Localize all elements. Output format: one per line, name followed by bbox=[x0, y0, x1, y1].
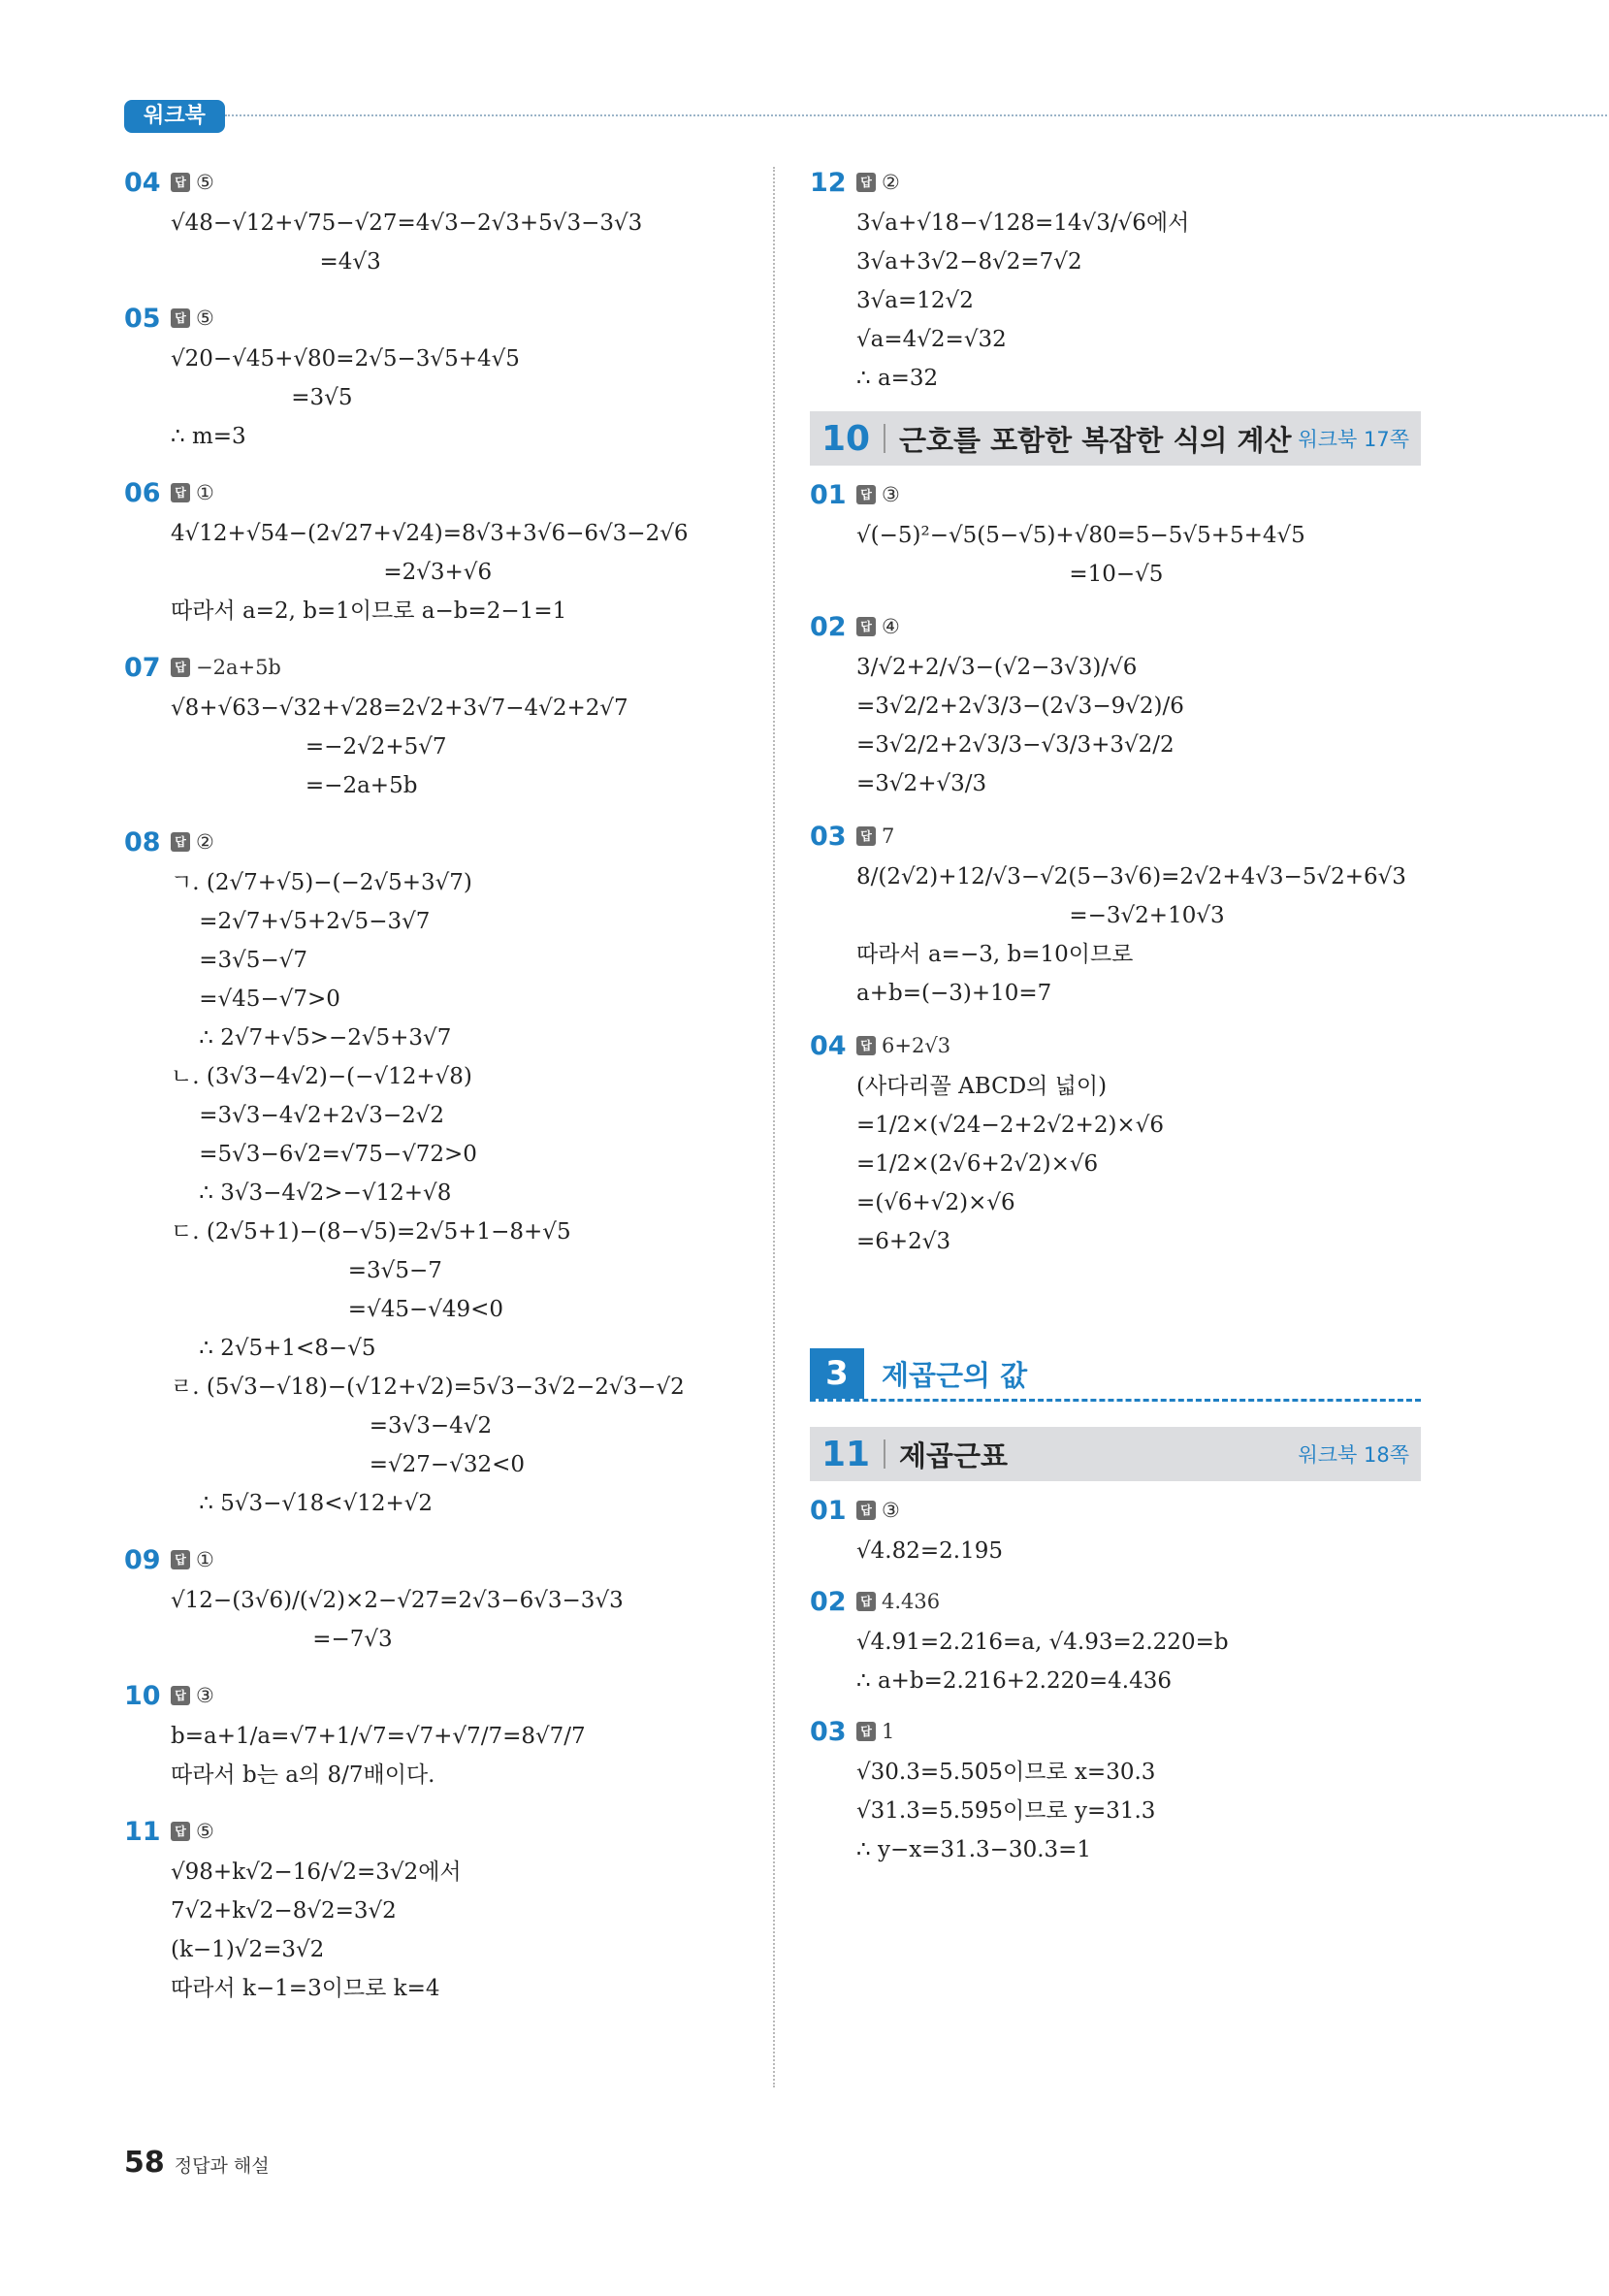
problem-number: 01 bbox=[810, 1495, 847, 1526]
problem-header bbox=[124, 473, 745, 512]
solution-line: 따라서 a=−3, b=10이므로 bbox=[856, 942, 1134, 967]
problem bbox=[124, 1812, 745, 2008]
problem bbox=[124, 163, 745, 281]
column-divider bbox=[773, 167, 775, 2087]
problem-header bbox=[810, 475, 1431, 514]
footer-label: 정답과 해설 bbox=[174, 2155, 270, 2177]
problem bbox=[124, 648, 745, 805]
problem bbox=[810, 475, 1431, 594]
solution-line: =3√5 bbox=[171, 385, 353, 410]
answer-value: ③ bbox=[196, 1684, 214, 1707]
left-column bbox=[124, 163, 745, 2025]
chapter-3-header bbox=[810, 1348, 1421, 1402]
answer-badge-icon: 답 bbox=[171, 658, 190, 677]
answer-badge-icon: 답 bbox=[171, 483, 190, 502]
problem bbox=[810, 1712, 1431, 1869]
solution-line: =3√2+√3/3 bbox=[856, 771, 987, 796]
header-dotted-rule bbox=[225, 114, 1607, 116]
problem-header bbox=[810, 817, 1431, 856]
solution-line: =−2√2+5√7 bbox=[171, 734, 447, 760]
problem-number: 03 bbox=[810, 1716, 847, 1747]
solution-line: √a=4√2=√32 bbox=[856, 327, 1007, 352]
solution-line: √98+k√2−16/√2=3√2에서 bbox=[171, 1859, 462, 1885]
solution-line: 따라서 b는 a의 8/7배이다. bbox=[171, 1762, 435, 1788]
solution-line: 3√a+√18−√128=14√3/√6에서 bbox=[856, 210, 1190, 236]
solution-line: ㄴ. (3√3−4√2)−(−√12+√8) bbox=[171, 1064, 472, 1089]
solution-line: ㄱ. (2√7+√5)−(−2√5+3√7) bbox=[171, 870, 472, 895]
section-separator bbox=[884, 1439, 885, 1469]
problem-number: 02 bbox=[810, 1586, 847, 1617]
problem bbox=[810, 1582, 1431, 1700]
solution-line: =−3√2+10√3 bbox=[856, 903, 1225, 928]
solution-line: =2√7+√5+2√5−3√7 bbox=[171, 909, 431, 934]
answer-badge-icon: 답 bbox=[171, 173, 190, 192]
problem-header bbox=[124, 1540, 745, 1579]
problem bbox=[810, 1491, 1431, 1570]
solution-line: ∴ 3√3−4√2>−√12+√8 bbox=[171, 1180, 452, 1206]
answer-value: ① bbox=[196, 481, 214, 504]
solution-line: ∴ 2√7+√5>−2√5+3√7 bbox=[171, 1025, 452, 1051]
solution-line: √30.3=5.505이므로 x=30.3 bbox=[856, 1760, 1156, 1785]
section-separator bbox=[884, 424, 885, 453]
problem-header bbox=[810, 1582, 1431, 1621]
answer-badge-icon: 답 bbox=[856, 1592, 876, 1611]
problem-number: 05 bbox=[124, 303, 161, 334]
right-bottom-problem-list bbox=[810, 1491, 1431, 1869]
answer-value: 6+2√3 bbox=[882, 1034, 951, 1057]
problem-number: 04 bbox=[810, 1030, 847, 1061]
answer-badge-icon: 답 bbox=[171, 832, 190, 852]
solution-line: =3√3−4√2+2√3−2√2 bbox=[171, 1103, 445, 1128]
answer-value: 4.436 bbox=[882, 1590, 941, 1613]
answer-value: ⑤ bbox=[196, 1820, 214, 1843]
chapter-number: 3 bbox=[810, 1348, 864, 1399]
solution-line: (사다리꼴 ABCD의 넓이) bbox=[856, 1074, 1108, 1099]
problem-header bbox=[810, 163, 1431, 202]
solution-line: ㄷ. (2√5+1)−(8−√5)=2√5+1−8+√5 bbox=[171, 1219, 571, 1245]
problem-number: 07 bbox=[124, 652, 161, 683]
problem-number: 06 bbox=[124, 477, 161, 508]
problem-number: 11 bbox=[124, 1816, 161, 1847]
solution-line: =√27−√32<0 bbox=[171, 1452, 526, 1477]
problem-header bbox=[810, 1491, 1431, 1530]
solution-line: 7√2+k√2−8√2=3√2 bbox=[171, 1898, 397, 1924]
answer-value: ③ bbox=[882, 483, 900, 506]
solution-line: =3√3−4√2 bbox=[171, 1413, 493, 1439]
solution-line: =3√2/2+2√3/3−(2√3−9√2)/6 bbox=[856, 694, 1184, 719]
solution-line: 3√a+3√2−8√2=7√2 bbox=[856, 249, 1082, 275]
answer-badge-icon: 답 bbox=[856, 485, 876, 504]
solution-line: √(−5)²−√5(5−√5)+√80=5−5√5+5+4√5 bbox=[856, 523, 1305, 548]
solution-line: 따라서 a=2, b=1이므로 a−b=2−1=1 bbox=[171, 598, 567, 624]
solution-line: =6+2√3 bbox=[856, 1229, 951, 1254]
solution-line: =5√3−6√2=√75−√72>0 bbox=[171, 1142, 477, 1167]
solution-line: =√45−√49<0 bbox=[171, 1297, 504, 1322]
section-workbook-ref: 워크북 17쪽 bbox=[1298, 428, 1409, 451]
answer-badge-icon: 답 bbox=[171, 1822, 190, 1841]
problem bbox=[124, 823, 745, 1523]
solution-line: √48−√12+√75−√27=4√3−2√3+5√3−3√3 bbox=[171, 210, 643, 236]
problem-header bbox=[810, 607, 1431, 646]
solution-line: √4.82=2.195 bbox=[856, 1538, 1003, 1564]
problem-number: 08 bbox=[124, 826, 161, 857]
problem-header bbox=[810, 1712, 1431, 1751]
solution-line: ∴ m=3 bbox=[171, 424, 246, 449]
answer-value: ④ bbox=[882, 615, 900, 638]
solution-line: 3√a=12√2 bbox=[856, 288, 974, 313]
solution-line: √31.3=5.595이므로 y=31.3 bbox=[856, 1798, 1156, 1824]
solution-line: =(√6+√2)×√6 bbox=[856, 1190, 1015, 1215]
solution-line: a+b=(−3)+10=7 bbox=[856, 981, 1052, 1006]
solution-line: √4.91=2.216=a, √4.93=2.220=b bbox=[856, 1630, 1229, 1655]
problem-header bbox=[124, 1812, 745, 1851]
answer-badge-icon: 답 bbox=[856, 1501, 876, 1520]
solution-line: =3√2/2+2√3/3−√3/3+3√2/2 bbox=[856, 732, 1175, 758]
answer-value: −2a+5b bbox=[196, 656, 281, 679]
answer-value: ② bbox=[882, 171, 900, 194]
solution-line: √12−(3√6)/(√2)×2−√27=2√3−6√3−3√3 bbox=[171, 1588, 624, 1613]
problem bbox=[810, 607, 1431, 803]
problem bbox=[810, 1026, 1431, 1261]
solution-line: ∴ a+b=2.216+2.220=4.436 bbox=[856, 1668, 1172, 1694]
solution-line: ∴ 2√5+1<8−√5 bbox=[171, 1336, 376, 1361]
answer-badge-icon: 답 bbox=[856, 617, 876, 636]
problem-number: 10 bbox=[124, 1680, 161, 1711]
right-mid-problem-list bbox=[810, 475, 1431, 1261]
solution-line: ∴ 5√3−√18<√12+√2 bbox=[171, 1491, 434, 1516]
solution-line: ∴ y−x=31.3−30.3=1 bbox=[856, 1837, 1092, 1862]
answer-badge-icon: 답 bbox=[856, 1036, 876, 1055]
problem bbox=[124, 1676, 745, 1795]
answer-value: ⑤ bbox=[196, 307, 214, 330]
solution-line: 4√12+√54−(2√27+√24)=8√3+3√6−6√3−2√6 bbox=[171, 521, 689, 546]
right-top-problem-list bbox=[810, 163, 1431, 398]
answer-badge-icon: 답 bbox=[171, 1686, 190, 1705]
problem-number: 02 bbox=[810, 611, 847, 642]
solution-line: b=a+1/a=√7+1/√7=√7+√7/7=8√7/7 bbox=[171, 1724, 586, 1749]
section-title: 근호를 포함한 복잡한 식의 계산 bbox=[899, 423, 1292, 457]
solution-line: =3√5−√7 bbox=[171, 948, 307, 973]
solution-line: √8+√63−√32+√28=2√2+3√7−4√2+2√7 bbox=[171, 695, 628, 721]
section-10-header bbox=[810, 411, 1421, 466]
problem bbox=[810, 817, 1431, 1013]
answer-value: ① bbox=[196, 1548, 214, 1571]
solution-line: =−2a+5b bbox=[171, 773, 418, 798]
left-problem-list bbox=[124, 163, 745, 2008]
solution-line: =1/2×(√24−2+2√2+2)×√6 bbox=[856, 1113, 1164, 1138]
problem-header bbox=[124, 163, 745, 202]
problem bbox=[810, 163, 1431, 398]
problem-number: 03 bbox=[810, 821, 847, 852]
workbook-tag: 워크북 bbox=[124, 100, 225, 133]
problem-header bbox=[124, 1676, 745, 1715]
answer-value: 7 bbox=[882, 825, 895, 848]
solution-line: (k−1)√2=3√2 bbox=[171, 1937, 325, 1962]
solution-line: =4√3 bbox=[171, 249, 381, 275]
solution-line: =2√3+√6 bbox=[171, 560, 493, 585]
solution-line: =√45−√7>0 bbox=[171, 986, 340, 1012]
section-11-header bbox=[810, 1427, 1421, 1481]
solution-line: ∴ a=32 bbox=[856, 366, 939, 391]
answer-badge-icon: 답 bbox=[171, 1550, 190, 1569]
solution-line: =10−√5 bbox=[856, 562, 1164, 587]
answer-value: ⑤ bbox=[196, 171, 214, 194]
solution-line: =1/2×(2√6+2√2)×√6 bbox=[856, 1151, 1099, 1177]
answer-value: 1 bbox=[882, 1720, 895, 1743]
answer-badge-icon: 답 bbox=[856, 1722, 876, 1741]
solution-line: √20−√45+√80=2√5−3√5+4√5 bbox=[171, 346, 520, 372]
problem bbox=[124, 299, 745, 456]
section-workbook-ref: 워크북 18쪽 bbox=[1298, 1443, 1409, 1467]
page-footer bbox=[124, 2146, 270, 2180]
problem-number: 04 bbox=[124, 167, 161, 198]
problem-number: 01 bbox=[810, 479, 847, 510]
problem bbox=[124, 1540, 745, 1659]
answer-badge-icon: 답 bbox=[856, 173, 876, 192]
problem-number: 12 bbox=[810, 167, 847, 198]
page-number: 58 bbox=[124, 2146, 165, 2180]
solution-line: =−7√3 bbox=[171, 1627, 393, 1652]
solution-line: 8/(2√2)+12/√3−√2(5−3√6)=2√2+4√3−5√2+6√3 bbox=[856, 864, 1406, 889]
answer-badge-icon: 답 bbox=[856, 826, 876, 846]
answer-value: ③ bbox=[882, 1499, 900, 1522]
solution-line: 3/√2+2/√3−(√2−3√3)/√6 bbox=[856, 655, 1138, 680]
answer-value: ② bbox=[196, 830, 214, 854]
problem-header bbox=[124, 648, 745, 687]
solution-line: 따라서 k−1=3이므로 k=4 bbox=[171, 1976, 440, 2001]
solution-line: =3√5−7 bbox=[171, 1258, 442, 1283]
solution-line: ㄹ. (5√3−√18)−(√12+√2)=5√3−3√2−2√3−√2 bbox=[171, 1374, 685, 1400]
problem-header bbox=[810, 1026, 1431, 1065]
section-number: 11 bbox=[821, 1434, 871, 1474]
answer-badge-icon: 답 bbox=[171, 308, 190, 328]
right-column bbox=[810, 163, 1431, 1881]
chapter-title: 제곱근의 값 bbox=[882, 1358, 1028, 1392]
problem-number: 09 bbox=[124, 1544, 161, 1575]
problem-header bbox=[124, 299, 745, 338]
section-title: 제곱근표 bbox=[899, 1439, 1009, 1472]
section-number: 10 bbox=[821, 418, 871, 459]
problem bbox=[124, 473, 745, 631]
problem-header bbox=[124, 823, 745, 861]
